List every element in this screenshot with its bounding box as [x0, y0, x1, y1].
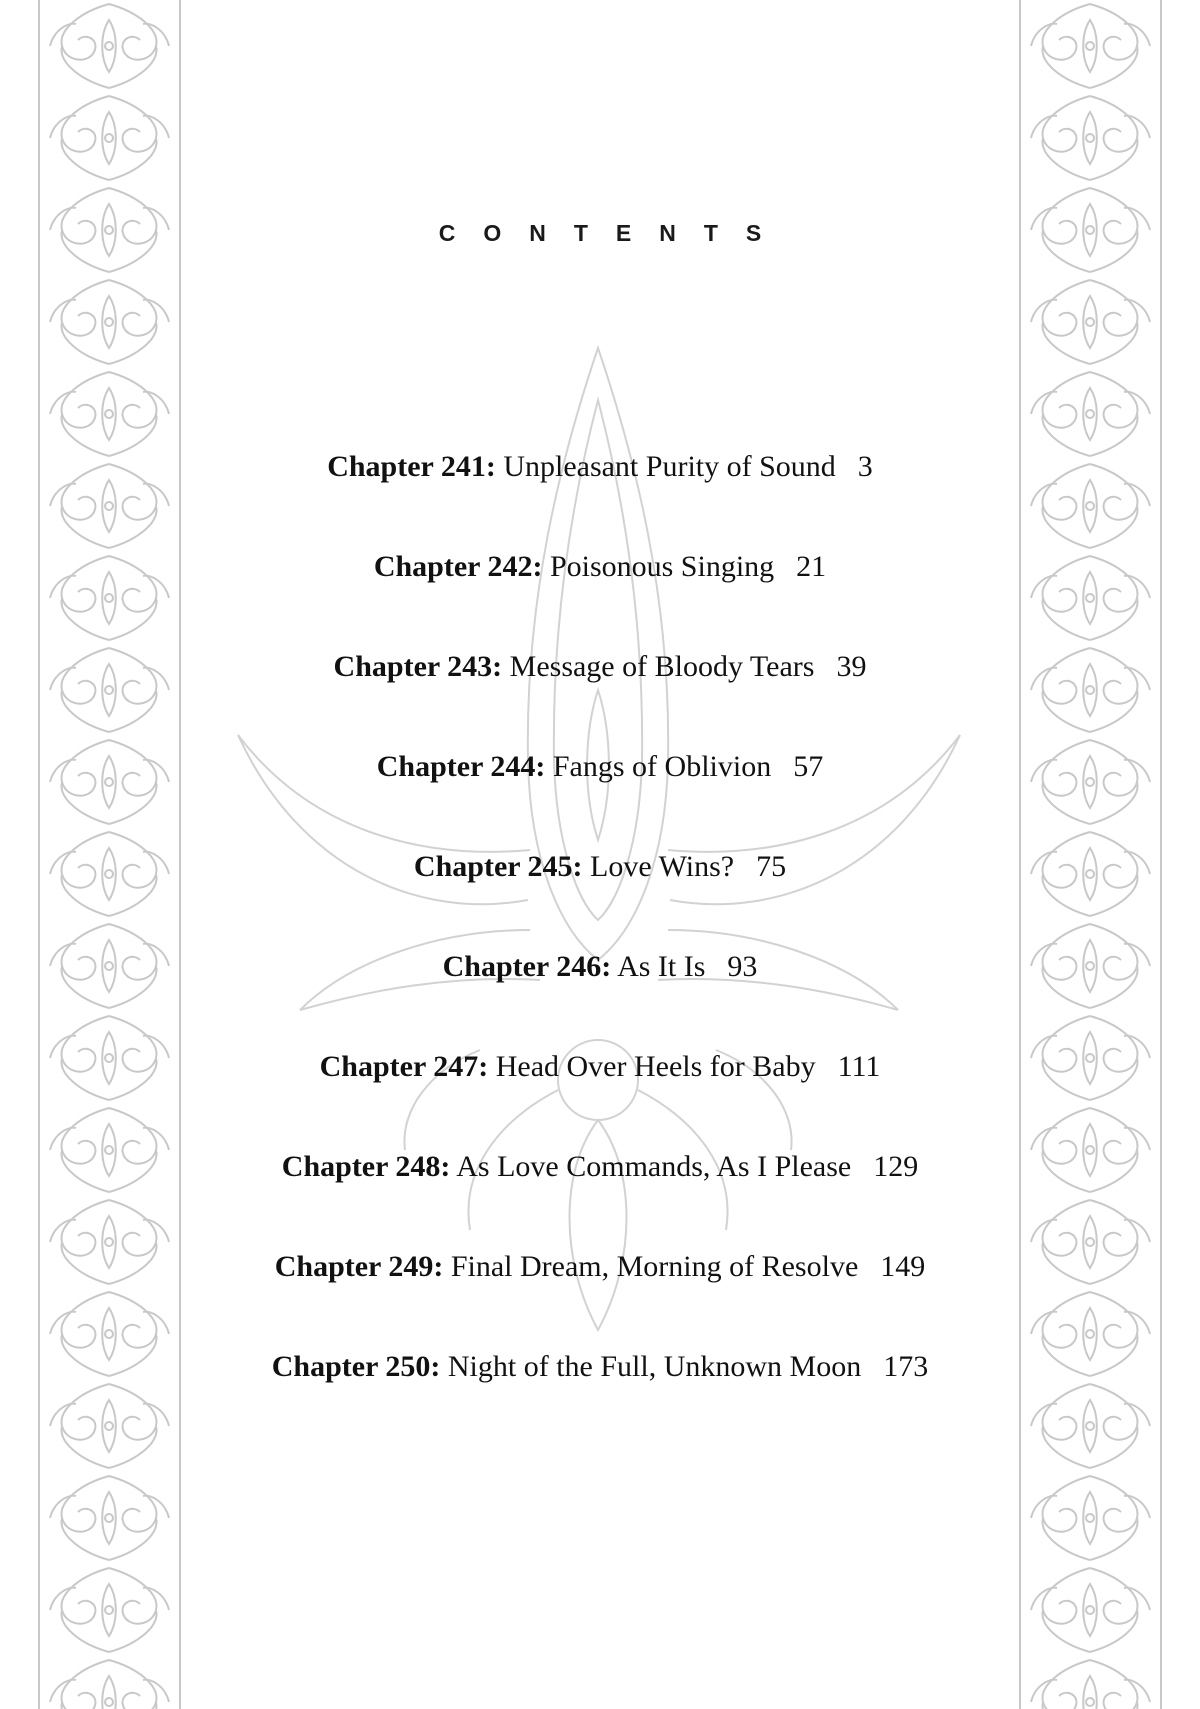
chapter-label: Chapter 247:: [319, 1050, 489, 1083]
toc-entry-247[interactable]: [0, 1042, 1200, 1142]
chapter-title: Unpleasant Purity of Sound: [503, 450, 836, 483]
chapter-title: Love Wins?: [590, 850, 735, 883]
chapter-page-number: 149: [880, 1250, 926, 1283]
chapter-label: Chapter 243:: [333, 650, 503, 683]
chapter-label: Chapter 249:: [274, 1250, 444, 1283]
toc-entry-244[interactable]: [0, 742, 1200, 842]
toc-entry-243[interactable]: [0, 642, 1200, 742]
chapter-title: Message of Bloody Tears: [509, 650, 815, 683]
chapter-label: Chapter 241:: [327, 450, 496, 483]
chapter-title: As Love Commands, As I Please: [456, 1150, 852, 1183]
chapter-page-number: 21: [796, 550, 827, 583]
contents-heading: CONTENTS: [438, 220, 790, 246]
toc-entry-242[interactable]: [0, 542, 1200, 642]
chapter-label: Chapter 245:: [413, 850, 583, 883]
toc-entry-245[interactable]: [0, 842, 1200, 942]
chapter-title: As It Is: [617, 950, 706, 983]
chapter-label: Chapter 250:: [271, 1350, 441, 1383]
chapter-page-number: 129: [873, 1150, 919, 1183]
chapter-label: Chapter 246:: [442, 950, 612, 983]
chapter-page-number: 93: [727, 950, 758, 983]
chapter-label: Chapter 248:: [281, 1150, 451, 1183]
chapter-title: Fangs of Oblivion: [552, 750, 772, 783]
toc-entry-248[interactable]: [0, 1142, 1200, 1242]
chapter-title: Night of the Full, Unknown Moon: [447, 1350, 862, 1383]
chapter-page-number: 111: [837, 1050, 881, 1083]
chapter-page-number: 3: [857, 450, 873, 483]
chapter-label: Chapter 242:: [373, 550, 543, 583]
toc-entry-241[interactable]: [0, 442, 1200, 542]
toc-entry-249[interactable]: [0, 1242, 1200, 1342]
table-of-contents: [0, 442, 1200, 1442]
chapter-title: Head Over Heels for Baby: [495, 1050, 816, 1083]
chapter-label: Chapter 244:: [376, 750, 546, 783]
chapter-page-number: 39: [836, 650, 867, 683]
chapter-title: Poisonous Singing: [549, 550, 775, 583]
chapter-page-number: 173: [883, 1350, 929, 1383]
chapter-page-number: 57: [793, 750, 824, 783]
toc-entry-250[interactable]: [0, 1342, 1200, 1442]
chapter-page-number: 75: [756, 850, 787, 883]
chapter-title: Final Dream, Morning of Resolve: [450, 1250, 859, 1283]
toc-entry-246[interactable]: [0, 942, 1200, 1042]
